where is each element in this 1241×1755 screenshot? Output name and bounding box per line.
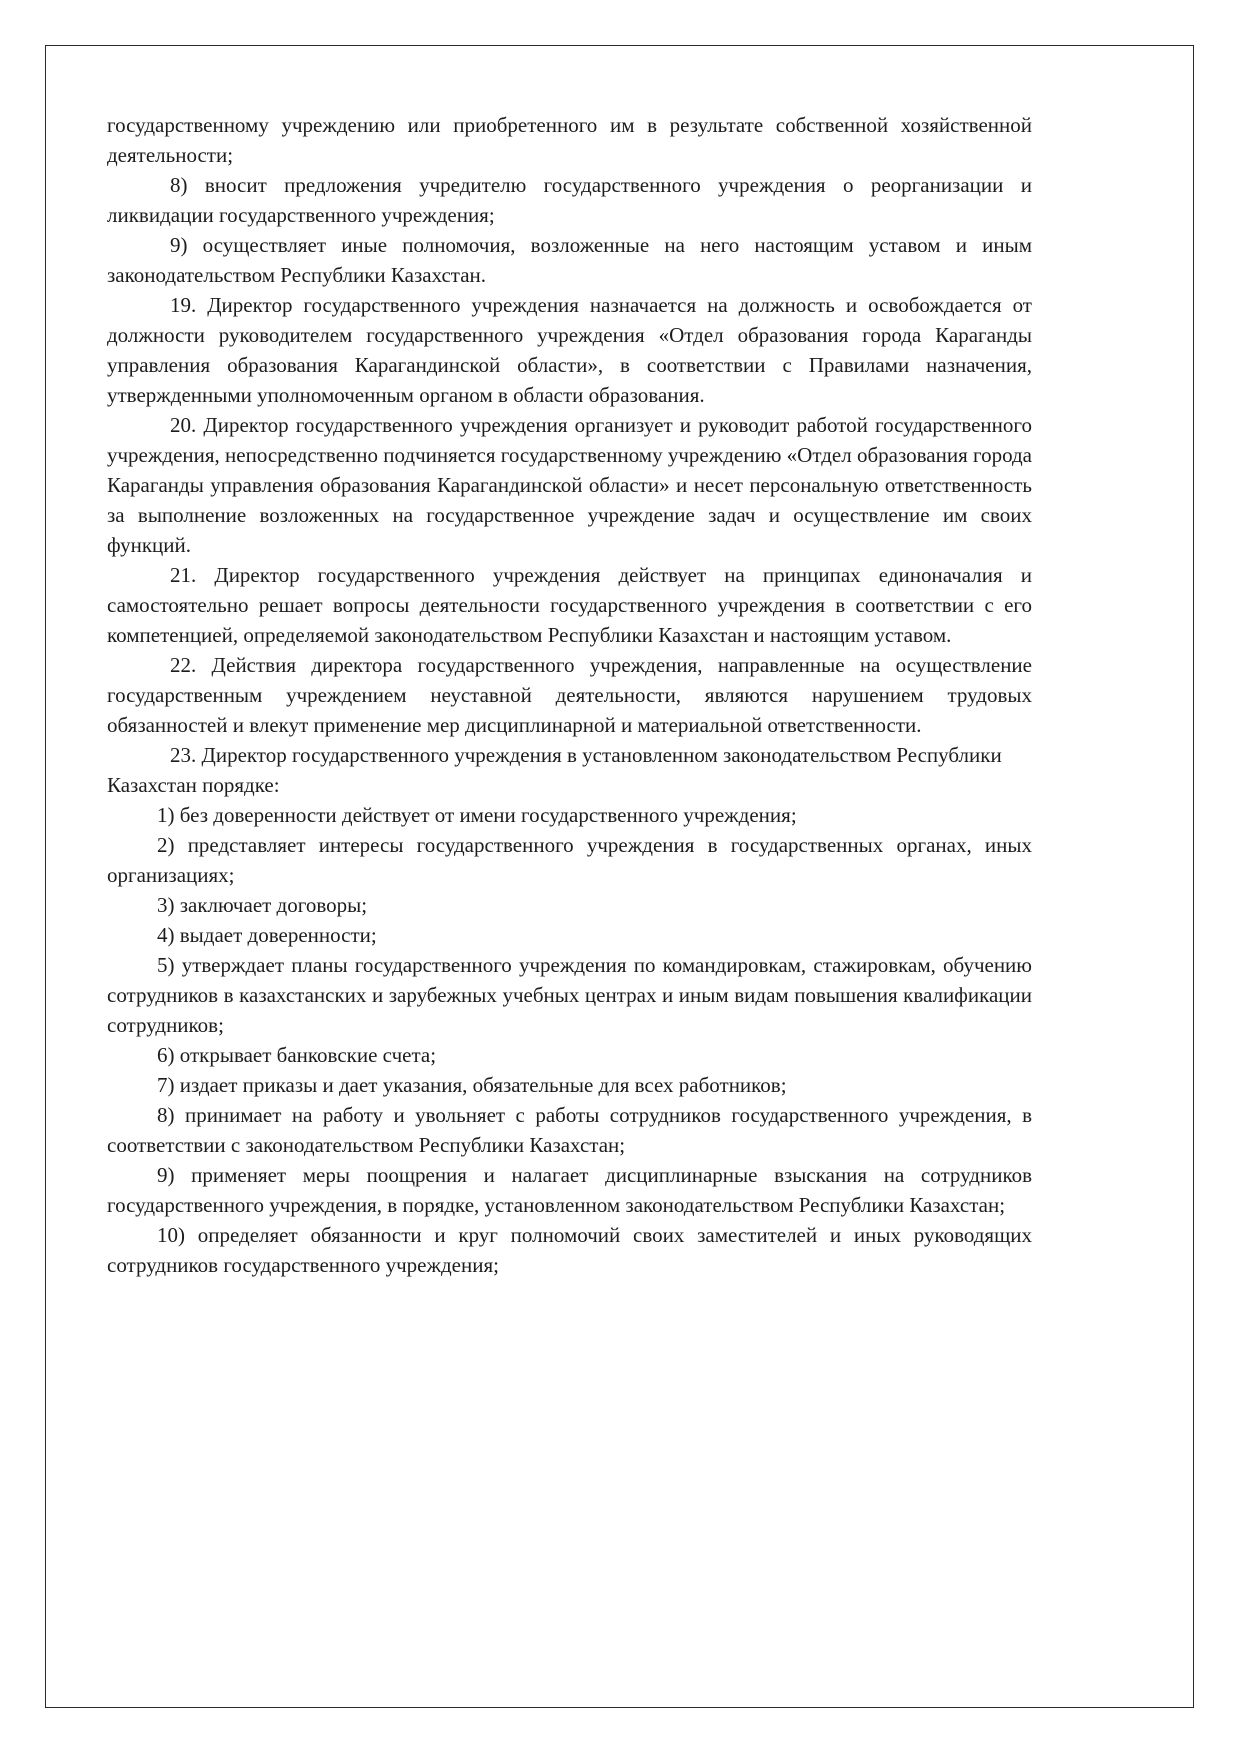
document-paragraph: 3) заключает договоры; bbox=[157, 893, 368, 917]
document-paragraph: 9) применяет меры поощрения и налагает дисциплинарные взыскания на сотрудников государственного учреждения, в порядке, установленном законодательством Республики Казахстан; bbox=[107, 1163, 1032, 1217]
document-body bbox=[107, 110, 1032, 1280]
document-paragraph: 9) осуществляет иные полномочия, возложенные на него настоящим уставом и иным законодательством Республики Казахстан. bbox=[107, 233, 1032, 287]
document-paragraph: 19. Директор государственного учреждения назначается на должность и освобождается от должности руководителем государственного учреждения «Отдел образования города Караганды управления образования Карагандинской области», в соответствии с Правилами назначения, утвержденными уполномоченным органом в области образования. bbox=[107, 293, 1032, 407]
document-paragraph: 6) открывает банковские счета; bbox=[157, 1043, 437, 1067]
document-paragraph: 1) без доверенности действует от имени государственного учреждения; bbox=[157, 803, 797, 827]
document-paragraph: 10) определяет обязанности и круг полномочий своих заместителей и иных руководящих сотрудников государственного учреждения; bbox=[107, 1223, 1032, 1277]
document-paragraph: 8) вносит предложения учредителю государственного учреждения о реорганизации и ликвидации государственного учреждения; bbox=[107, 173, 1032, 227]
document-paragraph: 7) издает приказы и дает указания, обязательные для всех работников; bbox=[157, 1073, 787, 1097]
document-paragraph: 4) выдает доверенности; bbox=[157, 923, 377, 947]
document-paragraph: государственному учреждению или приобретенного им в результате собственной хозяйственной деятельности; bbox=[107, 113, 1032, 167]
document-paragraph: 22. Действия директора государственного учреждения, направленные на осуществление государственным учреждением неуставной деятельности, являются нарушением трудовых обязанностей и влекут применение мер дисциплинарной и материальной ответственности. bbox=[107, 653, 1032, 737]
document-paragraph: 21. Директор государственного учреждения действует на принципах единоначалия и самостоятельно решает вопросы деятельности государственного учреждения в соответствии с его компетенцией, определяемой законодательством Республики Казахстан и настоящим уставом. bbox=[107, 563, 1032, 647]
document-paragraph: 8) принимает на работу и увольняет с работы сотрудников государственного учреждения, в соответствии с законодательством Республики Казахстан; bbox=[107, 1103, 1032, 1157]
document-paragraph: 23. Директор государственного учреждения в установленном законодательством Республики Казахстан порядке: bbox=[107, 743, 1002, 797]
document-paragraph: 2) представляет интересы государственного учреждения в государственных органах, иных организациях; bbox=[107, 833, 1032, 887]
document-paragraph: 20. Директор государственного учреждения организует и руководит работой государственного учреждения, непосредственно подчиняется государственному учреждению «Отдел образования города Караганды управления образования Карагандинской области» и несет персональную ответственность за выполнение возложенных на государственное учреждение задач и осуществление им своих функций. bbox=[107, 413, 1032, 557]
document-paragraph: 5) утверждает планы государственного учреждения по командировкам, стажировкам, обучению сотрудников в казахстанских и зарубежных учебных центрах и иным видам повышения квалификации сотрудников; bbox=[107, 953, 1032, 1037]
